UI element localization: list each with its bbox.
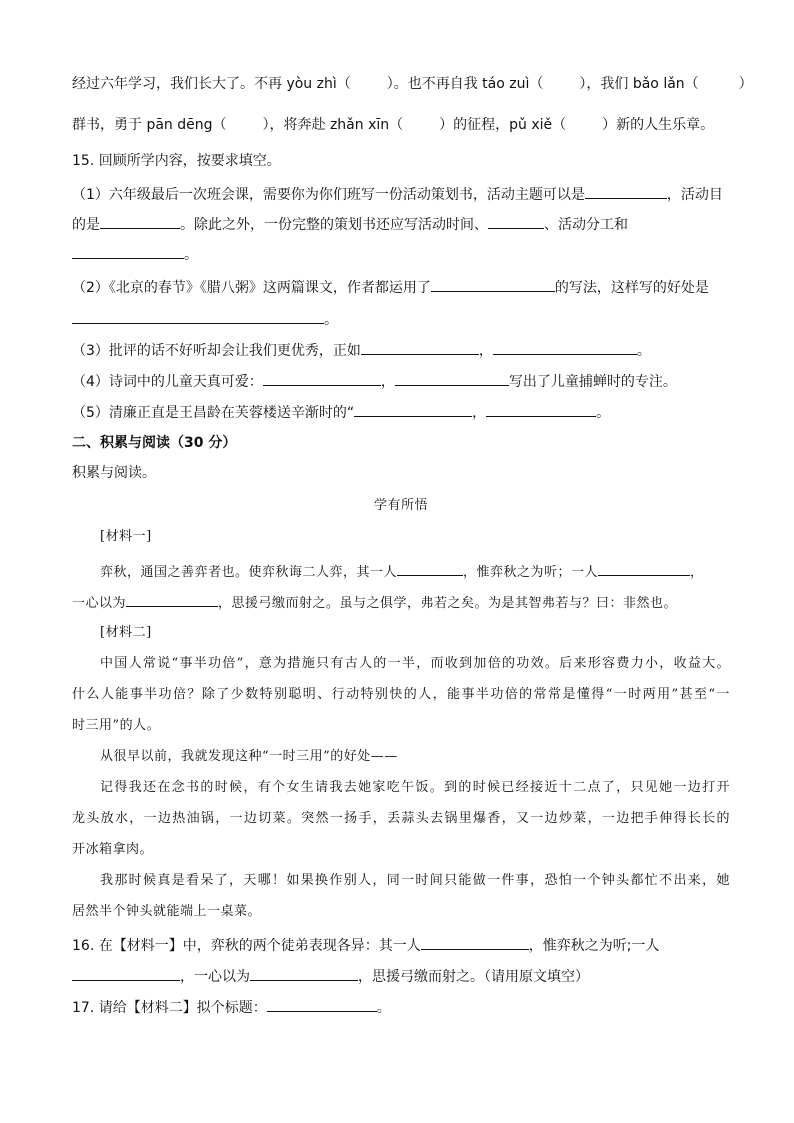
answer-blank[interactable] (250, 966, 358, 981)
answer-blank[interactable] (126, 592, 218, 607)
answer-blank[interactable] (598, 561, 690, 576)
answer-blank[interactable] (395, 371, 509, 386)
answer-blank[interactable] (72, 309, 324, 324)
answer-blank[interactable] (486, 402, 596, 417)
material-2-p4-line-1: 我那时候真是看呆了，天哪！如果换作别人，同一时间只能做一件事，恐怕一个钟头都忙不出来，她 (100, 873, 730, 888)
answer-blank[interactable] (72, 244, 184, 259)
question-17: 17. 请给【材料二】拟个标题： 。 (72, 997, 730, 1017)
material-1-line-2: 一心以为 ，思援弓缴而射之。虽与之俱学，弗若之矣。为是其智弗若与？曰：非然也。 (72, 592, 730, 613)
q15-item-2-line-1: （2）《北京的春节》《腊八粥》这两篇课文，作者都运用了 的写法，这样写的好处是 (72, 277, 730, 297)
material-2-p1-line-1: 中国人常说“事半功倍”，意为措施只有古人的一半，而收到加倍的功效。后来形容费力小，收益大。 (100, 656, 730, 671)
material-2-p3-line-2: 龙头放水，一边热油锅，一边切菜。突然一扬手，丢蒜头去锅里爆香，又一边炒菜，一边把手伸得长长的 (72, 811, 730, 826)
pinyin-line-2: 群书，勇于 pān dēng（ ），将奔赴 zhǎn xīn（ ）的征程，pǔ xiě（ ）新的人生乐章。 (72, 117, 715, 133)
section-intro: 积累与阅读。 (72, 465, 156, 481)
material-1-label: [材料一] (100, 529, 152, 544)
section-heading: 二、积累与阅读（30 分） (72, 435, 237, 451)
answer-blank[interactable] (354, 402, 472, 417)
answer-blank[interactable] (72, 966, 180, 981)
q15-item-2-line-2: 。 (72, 309, 730, 329)
answer-blank[interactable] (421, 935, 529, 950)
q15-item-1-line-2: 的是 。除此之外，一份完整的策划书还应写活动时间、 、活动分工和 (72, 214, 730, 234)
answer-blank[interactable] (361, 340, 479, 355)
passage-title: 学有所悟 (373, 498, 428, 513)
material-2-p3-line-3: 开冰箱拿肉。 (72, 842, 154, 857)
answer-blank[interactable] (263, 371, 381, 386)
question-15-title: 15. 回顾所学内容，按要求填空。 (72, 153, 281, 169)
material-1-line-1: 弈秋，通国之善弈者也。使弈秋诲二人弈，其一人 ，惟弈秋之为听；一人 ， (100, 561, 730, 582)
material-2-label: [材料二] (100, 625, 152, 640)
material-2-p4-line-2: 居然半个钟头就能端上一桌菜。 (72, 904, 262, 919)
q15-item-4: （4）诗词中的儿童天真可爱： ， 写出了儿童捕蝉时的专注。 (72, 371, 730, 391)
question-16-line-1: 16. 在【材料一】中，弈秋的两个徒弟表现各异：其一人 ，惟弈秋之为听;一人 (72, 935, 730, 955)
pinyin-line-1: 经过六年学习，我们长大了。不再 yòu zhì（ ）。也不再自我 táo zuì（ ），我们 bǎo lǎn（ ） (72, 76, 753, 92)
q15-item-3: （3）批评的话不好听却会让我们更优秀，正如 ， 。 (72, 340, 730, 360)
material-2-p3-line-1: 记得我还在念书的时候，有个女生请我去她家吃午饭。到的时候已经接近十二点了，只见她一边打开 (100, 780, 730, 795)
material-2-p1-line-3: 时三用”的人。 (72, 718, 161, 733)
answer-blank[interactable] (493, 340, 637, 355)
material-2-p1-line-2: 什么人能事半功倍？除了少数特别聪明、行动特别快的人，能事半功倍的常常是懂得“一时两用”甚至“一 (72, 687, 730, 702)
answer-blank[interactable] (267, 997, 377, 1012)
answer-blank[interactable] (100, 214, 180, 229)
answer-blank[interactable] (397, 561, 463, 576)
q15-item-5: （5）清廉正直是王昌龄在芙蓉楼送辛渐时的“ ， 。 (72, 402, 730, 422)
question-16-line-2: ，一心以为 ，思援弓缴而射之。（请用原文填空） (72, 966, 730, 986)
answer-blank[interactable] (431, 277, 555, 292)
answer-blank[interactable] (488, 214, 544, 229)
q15-item-1-line-3: 。 (72, 244, 730, 264)
q15-item-1-line-1: （1）六年级最后一次班会课，需要你为你们班写一份活动策划书，活动主题可以是 ，活动目 (72, 184, 730, 204)
material-2-p2: 从很早以前，我就发现这种“一时三用”的好处—— (100, 749, 398, 764)
answer-blank[interactable] (585, 184, 667, 199)
